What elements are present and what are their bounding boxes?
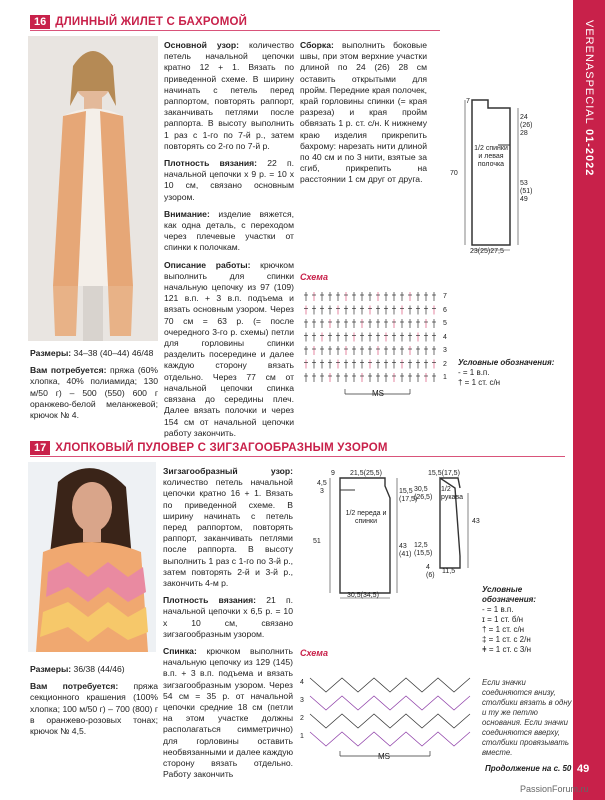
article1-legend: Условные обозначения: - = 1 в.п. † = 1 ст. с/н bbox=[458, 358, 555, 387]
article2-sleeve-diagram: 15,5(17,5) 30,5 (26,5) 43 12,5 (15,5) 4 (6) 11,5 1/2 рукава bbox=[414, 470, 480, 579]
article2-title: ХЛОПКОВЫЙ ПУЛОВЕР С ЗИГЗАГООБРАЗНЫМ УЗОРОМ bbox=[55, 442, 388, 454]
magazine-sidebar bbox=[573, 0, 605, 800]
article1-col3: Сборка: выполнить боковые швы, при этом верхние участки длиной по 24 (26) 28 см оставить открытыми для пройм. Передние края полочек, край горловины спинки (= края разреза) и края пройм обвязать 1 р. ст. с/н. К нижнему краю изделия прикрепить бахрому: нарезать нити длиной по 40 см и по 3 нити, взятые за сгиб, прикрепить на расстоянии 1 см друг от друга. bbox=[300, 40, 427, 185]
site-watermark: PassionForum.ru bbox=[520, 784, 589, 794]
article2-photo bbox=[28, 462, 156, 652]
zigzag-row bbox=[310, 732, 470, 746]
article2-schema-title: Схема bbox=[300, 648, 328, 658]
article2-number: 17 bbox=[30, 441, 50, 455]
article1-schema-title: Схема bbox=[300, 272, 328, 282]
article2-col2: Зигзагообразный узор: количество петель начальной цепочки кратно 16 + 1. Вязать по приведенной схеме. В ширину начинать с петель перед раппортом, повторять раппорт, заканчивать петлями после раппорта. В высоту выполнить 1 раз с 1-го по 3-й р., затем повторять 2-й и 3-й р., закончить 4-м р. Плотность вязания: 21 п. начальной цепочки х 6,5 р. = 10 х 10 см, связано зигзагообразным узором. Спинка: крючком выполнить начальную цепочку из 129 (145) в.п. + 3 в.п. подъема и вязать зигзагообразным узором. Через 54 см = 35 р. от начальной цепочки средние 18 см (петли на этом участке должны располагаться симметрично) для горловины оставить необвязанными и далее каждую сторону вязать отдельно. Работу закончить bbox=[163, 466, 294, 780]
zigzag-row bbox=[310, 678, 470, 692]
article1-number: 16 bbox=[30, 15, 50, 29]
sidebar-brand: VERENASPECIAL 01-2022 bbox=[583, 20, 595, 177]
article1-row-numbers: 7 6 5 4 3 2 1 bbox=[443, 293, 447, 381]
article2-body-diagram: 9 4,5 3 21,5(25,5) 15,5 (17,5) 51 43 (41) 30,5(34,5) 1/2 переда и спинки bbox=[313, 470, 418, 599]
continued-link[interactable]: Продолжение на с. 50 bbox=[485, 764, 572, 773]
article1-ms-label: MS bbox=[372, 389, 384, 398]
article2-legend: Условные обозначения: - = 1 в.п. ɪ = 1 ст. б/н † = 1 ст. с/н ‡ = 1 ст. с 2/н ǂ = 1 ст. с 3/н bbox=[482, 585, 536, 654]
article2-crochet-chart bbox=[300, 660, 480, 770]
zigzag-row bbox=[310, 696, 470, 710]
article2-left-text: Размеры: 36/38 (44/46) Вам потребуется: пряжа секционного крашения (100% хлопка; 100 м/50 г) – 700 (800) г в оранжево-розовых тонах; крючок № 4,5. bbox=[30, 664, 158, 737]
article1-left-text: Размеры: 34–38 (40–44) 46/48 Вам потребуется: пряжа (60% хлопка, 40% полиамида; 130 м/50 г) – 500 (550) 600 г оранжево-белой меланжевой; крючок № 4. bbox=[30, 348, 158, 421]
article2-legend-note: Если значки соединяются внизу, столбики вязать в одну и ту же петлю основания. Если значки соединяются вверху, столбики провязывать вместе. bbox=[482, 678, 572, 757]
article1-title: ДЛИННЫЙ ЖИЛЕТ С БАХРОМОЙ bbox=[55, 16, 248, 28]
article2-ms-label: MS bbox=[378, 752, 390, 761]
article1-col2: Основной узор: количество петель начальной цепочки кратно 12 + 1. Вязать по приведенной схеме. В ширину начинать с петель перед раппортом, повторять раппорт, заканчивать петлями после раппорта. В высоту выполнить 1 раз с 1-го по 7-й р., затем повторять со 2-го по 7-й р. Плотность вязания: 22 п. начальной цепочки х 9 р. = 10 х 10 см, связано основным узором. Внимание: изделие вяжется, как одна деталь, с переходом через плечевые участки от спинки к полочкам. Описание работы: крючком выполнить для спинки начальную цепочку из 97 (109) 121 в.п. + 3 в.п. подъема и вязать основным узором. Через 70 см = 63 р. (= после очередного 3-го р. схемы) петли для горловины спинки разделить посередине и далее каждую сторону вязать отдельно. Через 77 см от начальной цепочки спинка связана до середины плеч. Далее вязать полочки и через 154 см от начальной цепочки работу закончить. bbox=[164, 40, 294, 438]
zigzag-row bbox=[310, 714, 470, 728]
article2-header bbox=[30, 440, 565, 457]
article2-row-numbers: 4 3 2 1 bbox=[300, 679, 304, 740]
article1-photo bbox=[28, 36, 158, 341]
page-number: 49 bbox=[577, 763, 590, 775]
article1-header bbox=[30, 14, 440, 31]
article1-size-diagram: 7 24 (26) 28 70 53 (51) 49 23(25)27,5 1/2 спинки и левая полочка bbox=[450, 98, 533, 255]
article1-crochet-chart bbox=[300, 284, 450, 404]
